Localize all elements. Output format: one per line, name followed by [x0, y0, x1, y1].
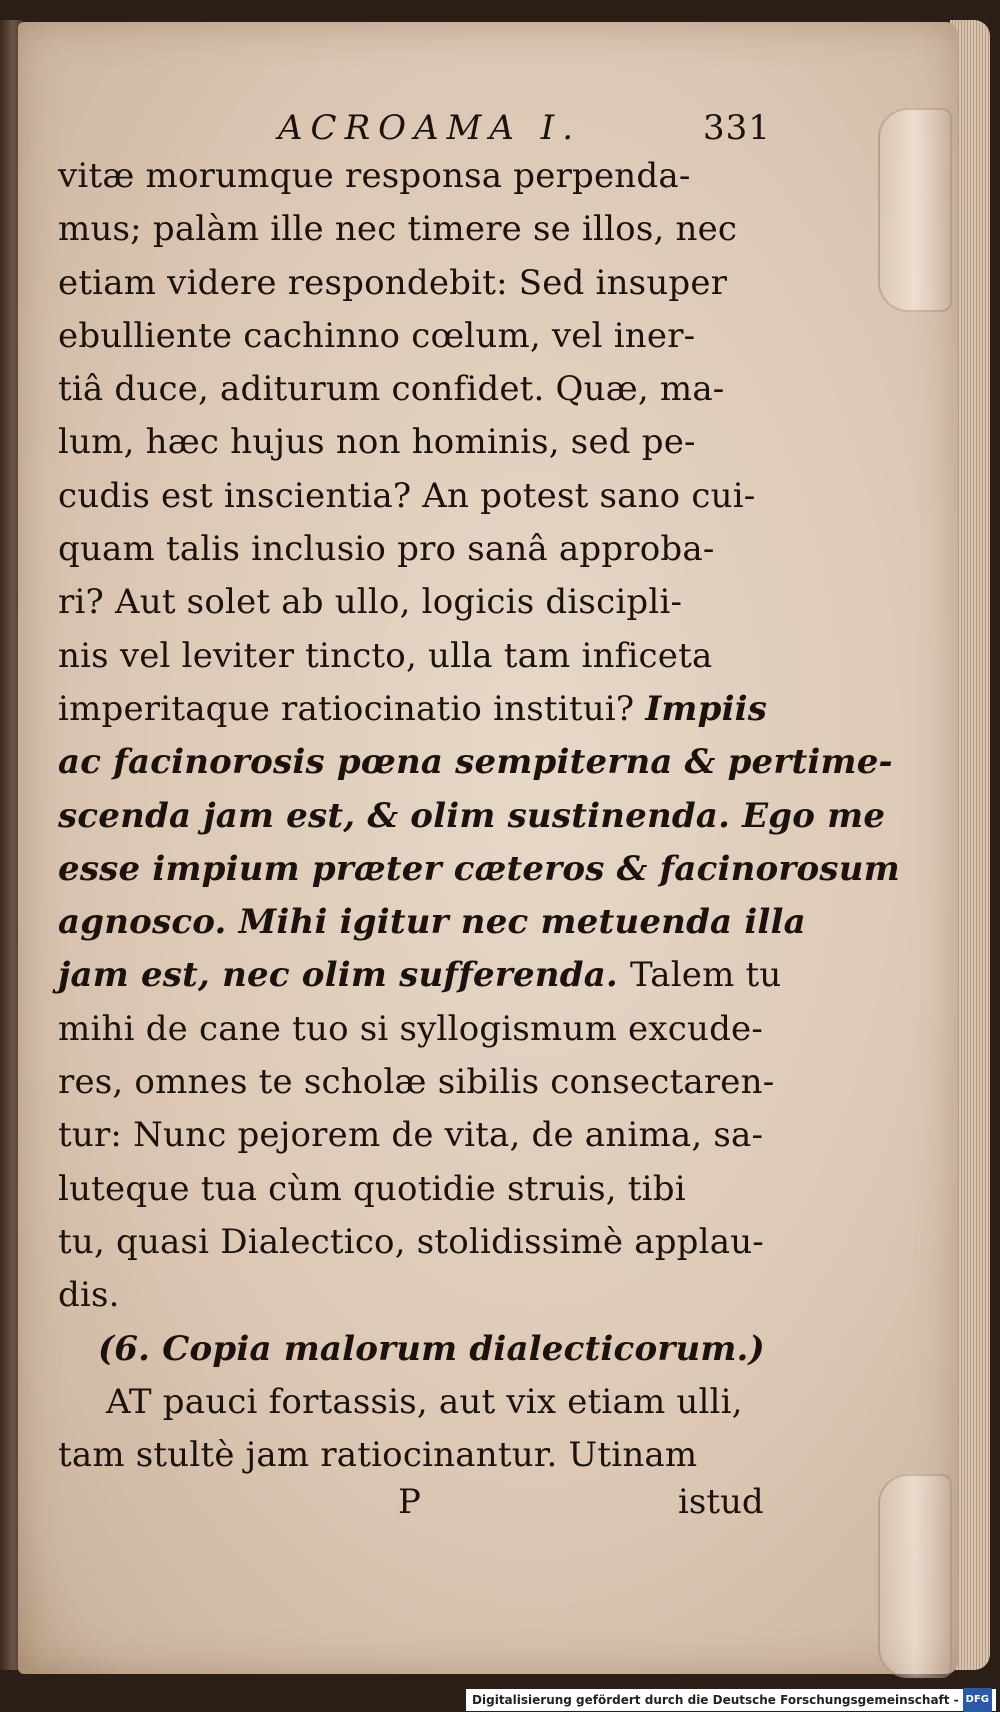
- section-heading: (6. Copia malorum dialecticorum.): [98, 1328, 765, 1369]
- signature-mark: P: [398, 1482, 421, 1523]
- roman-text: imperitaque ratiocinatio institui?: [58, 688, 646, 729]
- italic-line: agnosco. Mihi igitur nec metuenda illa: [58, 902, 806, 943]
- text-line: cudis est inscientia? An potest sano cui-: [58, 475, 756, 516]
- text-block: [58, 102, 900, 1535]
- running-title: ACROAMA I.: [278, 108, 582, 148]
- credit-text: Digitalisierung gefördert durch die Deutsche Forschungsgemeinschaft -: [472, 1693, 959, 1707]
- text-line: ebulliente cachinno cœlum, vel iner-: [58, 315, 696, 356]
- page-number: 331: [703, 108, 771, 148]
- text-line: lum, hæc hujus non hominis, sed pe-: [58, 422, 696, 463]
- text-line: res, omnes te scholæ sibilis consectaren-: [58, 1062, 775, 1103]
- italic-text: Impiis: [645, 688, 768, 729]
- text-line: tam stultè jam ratiocinantur. Utinam: [58, 1435, 698, 1476]
- scanner-clip-bottom: [878, 1474, 952, 1678]
- text-line: etiam videre respondebit: Sed insuper: [58, 262, 728, 303]
- catchword: istud: [678, 1482, 764, 1523]
- body-paragraph: [58, 150, 900, 1323]
- roman-text: Talem tu: [630, 955, 782, 996]
- text-line: ri? Aut solet ab ullo, logicis discipli-: [58, 582, 683, 623]
- scanner-clip-top: [878, 108, 952, 312]
- italic-line: esse impium præter cæteros & facinorosum: [58, 848, 900, 889]
- running-header: [58, 102, 778, 150]
- text-line: tur: Nunc pejorem de vita, de anima, sa-: [58, 1115, 764, 1156]
- italic-line: ac facinorosis pœna sempiterna & pertime-: [58, 742, 893, 783]
- text-line: luteque tua cùm quotidie struis, tibi: [58, 1168, 686, 1209]
- body-paragraph: [58, 1376, 778, 1483]
- book-page: [18, 22, 958, 1674]
- text-line: tiâ duce, aditurum confidet. Quæ, ma-: [58, 369, 725, 410]
- text-line-mixed: [58, 949, 782, 1002]
- text-line: dis.: [58, 1275, 120, 1316]
- text-line: nis vel leviter tincto, ulla tam inficeta: [58, 635, 713, 676]
- text-line: AT pauci fortassis, aut vix etiam ulli,: [106, 1381, 743, 1422]
- page-footer: [58, 1482, 778, 1535]
- text-line: vitæ morumque responsa perpenda-: [58, 156, 691, 196]
- italic-line: scenda jam est, & olim sustinenda. Ego me: [58, 795, 886, 836]
- digitization-credit: [466, 1689, 996, 1711]
- text-line-mixed: [58, 683, 778, 736]
- text-line: mihi de cane tuo si syllogismum excude-: [58, 1008, 764, 1049]
- dfg-logo-icon: DFG: [963, 1688, 992, 1712]
- italic-text: jam est, nec olim sufferenda.: [58, 955, 630, 996]
- text-line: quam talis inclusio pro sanâ approba-: [58, 529, 715, 570]
- text-line: tu, quasi Dialectico, stolidissimè applau-: [58, 1221, 764, 1262]
- text-line: mus; palàm ille nec timere se illos, nec: [58, 209, 738, 250]
